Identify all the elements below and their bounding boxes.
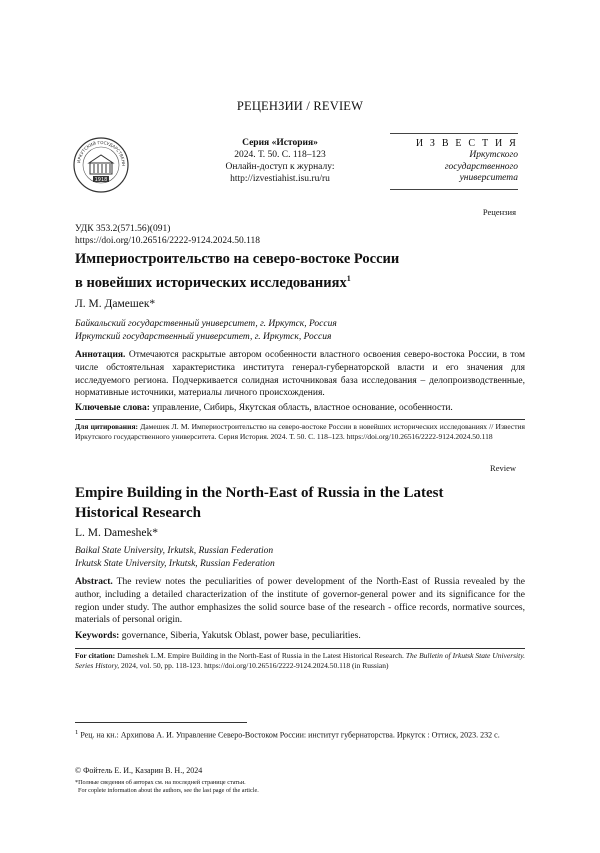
abstract-ru [75,349,525,400]
keywords-en [75,630,525,643]
affil-ru-2: Иркутский государственный университет, г. Иркутск, Россия [75,331,337,344]
citation-ru-label: Для цитирования: [75,422,138,431]
footnote-text: Рец. на кн.: Архипова А. И. Управление Северо-Востоком России: институт губернаторства. Иркутск : Оттиск, 2023. 232 с. [80,731,499,740]
footnote [75,727,525,741]
author-ru: Л. М. Дамешек* [75,298,155,310]
author-en: L. M. Dameshek* [75,527,158,539]
keywords-ru [75,402,525,415]
section-header: РЕЦЕНЗИИ / REVIEW [0,99,600,114]
journal-title: И З В Е С Т И Я [390,138,518,150]
university-seal-icon [72,136,130,194]
article-type-en: Review [490,463,516,473]
series-name: Серия «История» [242,138,318,148]
keywords-ru-text: управление, Сибирь, Якутская область, властное основание, особенности. [152,403,453,413]
series-info [205,137,355,185]
citation-en [75,651,525,670]
journal-subtitle-3: университета [390,173,518,185]
affiliations-ru [75,318,337,344]
article-title-ru [75,250,525,293]
udk-block [75,223,260,247]
citation-divider-en [75,648,525,649]
citation-en-text-a: Dameshek L.M. Empire Building in the North-East of Russia in the Latest Historical Research. [117,651,404,660]
abstract-en [75,576,525,627]
abstract-ru-label: Аннотация. [75,350,125,360]
affil-en-1: Baikal State University, Irkutsk, Russian Federation [75,545,275,558]
doi-link[interactable]: https://doi.org/10.26516/2222-9124.2024.50.118 [75,235,260,247]
footnote-mark: 1 [75,729,78,736]
journal-subtitle-1: Иркутского [390,150,518,162]
svg-text:1918: 1918 [95,177,108,183]
copyright: © Фойтель Е. И., Казарин В. Н., 2024 [75,765,525,777]
affiliations-en [75,545,275,571]
title-en-line2: Historical Research [75,504,525,524]
journal-url[interactable]: http://izvestiahist.isu.ru/ru [205,173,355,185]
affil-ru-1: Байкальский государственный университет, г. Иркутск, Россия [75,318,337,331]
citation-en-label: For citation: [75,651,115,660]
title-ru-line2: в новейших исторических исследованиях [75,275,347,291]
citation-en-journal: The Bulletin of Irkutsk State University. Series History, [75,651,525,670]
journal-masthead [390,133,518,190]
article-type-ru: Рецензия [483,207,516,217]
journal-subtitle-2: государственного [390,162,518,174]
keywords-ru-label: Ключевые слова: [75,403,150,413]
footnote-ref[interactable]: 1 [347,274,351,283]
udk-code: УДК 353.2(571.56)(091) [75,223,260,235]
series-volume: 2024. Т. 50. С. 118–123 [205,149,355,161]
citation-ru [75,422,525,441]
keywords-en-text: governance, Siberia, Yakutsk Oblast, power base, peculiarities. [122,631,361,641]
citation-divider-ru [75,419,525,420]
abstract-en-text: The review notes the peculiarities of power development of the North-East of Russia revealed by the author, including a detailed characterization of the institute of governor-general power and its significance for the region under study. The author emphasizes the solid source base of the research - office records, normative sources, materials of personal origin. [75,577,525,625]
author-note-ru: *Полные сведения об авторах см. на последней странице статьи. [75,779,525,787]
title-en-line1: Empire Building in the North-East of Russia in the Latest [75,484,525,504]
online-access-label: Онлайн-доступ к журналу: [205,161,355,173]
citation-ru-text: Дамешек Л. М. Империостроительство на северо-востоке России в новейших исторических исследованиях // Известия Иркутского государственного университета. Серия История. 2024. Т. 50. С. 118–123. https://doi.org/10.26516/2222-9124.2024.50.118 [75,422,525,441]
affil-en-2: Irkutsk State University, Irkutsk, Russian Federation [75,558,275,571]
title-ru-line1: Империостроительство на северо-востоке России [75,250,525,269]
citation-en-text-b: 2024, vol. 50, pp. 118-123. https://doi.org/10.26516/2222-9124.2024.50.118 (in Russian) [121,661,388,670]
svg-text:ИРКУТСКИЙ ГОСУДАРСТВЕННЫЙ: ИРКУТСКИЙ ГОСУДАРСТВЕННЫЙ [70,132,126,166]
author-note-en: For coplete information about the authors, see the last page of the article. [78,787,528,795]
article-title-en [75,484,525,523]
abstract-en-label: Abstract. [75,577,113,587]
keywords-en-label: Keywords: [75,631,119,641]
abstract-ru-text: Отмечаются раскрытые автором особенности властного освоения северо-востока России, в том числе обстоятельная характеристика института генерал-губернаторской власти и его значения для исследуемого региона. Подчеркивается солидная источниковая база исследования – делопроизводственные, нормативные источники, материалы личного происхождения. [75,350,525,398]
footnote-divider [75,722,247,723]
